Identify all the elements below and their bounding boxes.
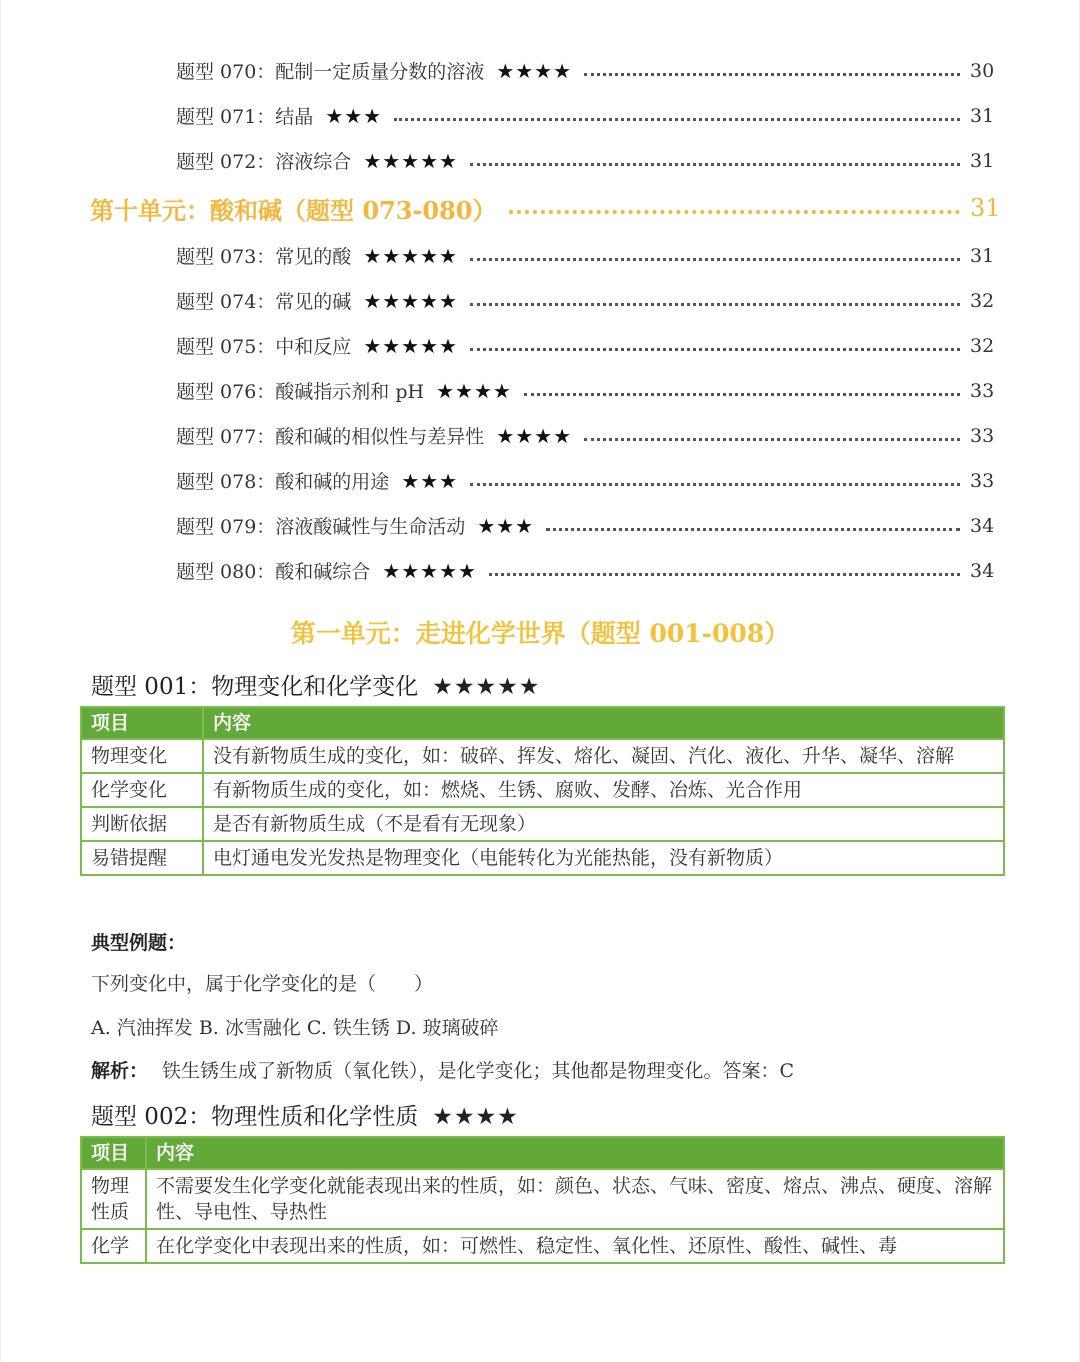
toc-page-number: 33 xyxy=(970,379,995,402)
difficulty-stars: ★★★★★ xyxy=(363,243,458,268)
difficulty-stars: ★★★ xyxy=(325,103,383,128)
difficulty-stars: ★★★★★ xyxy=(363,333,458,358)
type-heading xyxy=(91,1098,519,1131)
row-content: 不需要发生化学变化就能表现出来的性质，如：颜色、状态、气味、密度、熔点、沸点、硬度、溶解性、导电性、导热性 xyxy=(146,1169,1004,1229)
dot-leader xyxy=(546,528,960,531)
difficulty-stars: ★★★★★ xyxy=(363,148,458,173)
toc-entry[interactable] xyxy=(0,278,1080,323)
dot-leader xyxy=(509,210,960,214)
toc-page-number: 33 xyxy=(970,469,995,492)
analysis-label: 解析： xyxy=(91,1060,149,1082)
column-header: 项目 xyxy=(81,707,203,739)
row-content: 在化学变化中表现出来的性质，如：可燃性、稳定性、氧化性、还原性、酸性、碱性、毒 xyxy=(146,1229,1004,1263)
dot-leader xyxy=(524,393,960,396)
toc-entry-label: 题型 071：结晶 xyxy=(176,106,314,128)
knowledge-table xyxy=(80,1136,1005,1264)
row-term: 物理变化 xyxy=(81,739,203,773)
table-row xyxy=(81,773,1004,807)
toc-entry[interactable] xyxy=(0,138,1080,183)
toc-unit-label: 第十单元：酸和碱（题型 073-080） xyxy=(90,195,497,225)
table-header-row xyxy=(81,1137,1004,1169)
column-header: 项目 xyxy=(81,1137,146,1169)
toc-entry[interactable] xyxy=(0,548,1080,593)
difficulty-stars: ★★★★★ xyxy=(363,288,458,313)
toc-entry-label: 题型 070：配制一定质量分数的溶液 xyxy=(176,61,485,83)
toc-entry-label: 题型 080：酸和碱综合 xyxy=(176,561,371,583)
table-of-contents xyxy=(0,48,1080,593)
toc-page-number: 32 xyxy=(970,289,995,312)
dot-leader xyxy=(470,348,960,351)
toc-page-number: 31 xyxy=(970,244,995,267)
toc-page-number: 34 xyxy=(970,559,995,582)
toc-entry[interactable] xyxy=(0,323,1080,368)
toc-page-number: 34 xyxy=(970,514,995,537)
table-row xyxy=(81,841,1004,875)
difficulty-stars: ★★★★ xyxy=(496,58,573,83)
table-row xyxy=(81,1229,1004,1263)
toc-entry-label: 题型 076：酸碱指示剂和 pH xyxy=(176,381,425,403)
difficulty-stars: ★★★★ xyxy=(436,378,512,403)
example-options: A. 汽油挥发 B. 冰雪融化 C. 铁生锈 D. 玻璃破碎 xyxy=(91,1017,499,1039)
example-label: 典型例题： xyxy=(91,932,187,954)
dot-leader xyxy=(489,573,960,576)
row-content: 是否有新物质生成（不是看有无现象） xyxy=(203,807,1004,841)
row-term: 物理性质 xyxy=(81,1169,146,1229)
toc-entry[interactable] xyxy=(0,503,1080,548)
toc-entry-label: 题型 078：酸和碱的用途 xyxy=(176,471,390,493)
toc-page-number: 31 xyxy=(970,194,1001,222)
table-row xyxy=(81,807,1004,841)
section-title: 第一单元：走进化学世界（题型 001-008） xyxy=(290,619,790,648)
column-header: 内容 xyxy=(146,1137,1004,1169)
dot-leader xyxy=(470,303,960,306)
dot-leader xyxy=(470,258,960,261)
row-content: 电灯通电发光发热是物理变化（电能转化为光能热能，没有新物质） xyxy=(203,841,1004,875)
toc-page-number: 32 xyxy=(970,334,995,357)
row-term: 化学变化 xyxy=(81,773,203,807)
dot-leader xyxy=(584,438,960,441)
analysis-text: 铁生锈生成了新物质（氧化铁），是化学变化；其他都是物理变化。答案：C xyxy=(162,1060,795,1082)
toc-entry-label: 题型 074：常见的碱 xyxy=(176,291,352,313)
toc-entry[interactable] xyxy=(0,458,1080,503)
difficulty-stars: ★★★★ xyxy=(496,423,573,448)
table-row xyxy=(81,1169,1004,1229)
toc-entry[interactable] xyxy=(0,93,1080,138)
toc-entry[interactable] xyxy=(0,413,1080,458)
row-term: 判断依据 xyxy=(81,807,203,841)
difficulty-stars: ★★★ xyxy=(477,513,535,538)
example-analysis xyxy=(91,1056,794,1083)
toc-page-number: 31 xyxy=(970,104,995,127)
row-term: 易错提醒 xyxy=(81,841,203,875)
knowledge-table xyxy=(80,706,1005,876)
toc-page-number: 33 xyxy=(970,424,995,447)
row-content: 有新物质生成的变化，如：燃烧、生锈、腐败、发酵、冶炼、光合作用 xyxy=(203,773,1004,807)
difficulty-stars: ★★★★★ xyxy=(432,674,541,700)
toc-entry-label: 题型 073：常见的酸 xyxy=(176,246,352,268)
row-term: 化学 xyxy=(81,1229,146,1263)
dot-leader xyxy=(470,483,960,486)
column-header: 内容 xyxy=(203,707,1004,739)
type-heading xyxy=(91,668,540,701)
example-question: 下列变化中，属于化学变化的是（ ） xyxy=(91,973,434,995)
toc-entry-label: 题型 079：溶液酸碱性与生命活动 xyxy=(176,516,466,538)
difficulty-stars: ★★★★ xyxy=(432,1104,519,1130)
table-header-row xyxy=(81,707,1004,739)
toc-unit-heading[interactable] xyxy=(0,183,1080,233)
type-heading-label: 题型 002：物理性质和化学性质 xyxy=(91,1104,419,1130)
toc-page-number: 30 xyxy=(970,59,995,82)
toc-entry-label: 题型 077：酸和碱的相似性与差异性 xyxy=(176,426,485,448)
toc-entry-label: 题型 072：溶液综合 xyxy=(176,151,352,173)
dot-leader xyxy=(584,73,960,76)
difficulty-stars: ★★★ xyxy=(401,468,459,493)
dot-leader xyxy=(394,118,960,121)
toc-entry[interactable] xyxy=(0,368,1080,413)
toc-page-number: 31 xyxy=(970,149,995,172)
toc-entry-label: 题型 075：中和反应 xyxy=(176,336,352,358)
type-heading-label: 题型 001：物理变化和化学变化 xyxy=(91,674,419,700)
table-row xyxy=(81,739,1004,773)
row-content: 没有新物质生成的变化，如：破碎、挥发、熔化、凝固、汽化、液化、升华、凝华、溶解 xyxy=(203,739,1004,773)
difficulty-stars: ★★★★★ xyxy=(382,558,477,583)
toc-entry[interactable] xyxy=(0,48,1080,93)
toc-entry[interactable] xyxy=(0,233,1080,278)
dot-leader xyxy=(470,163,960,166)
